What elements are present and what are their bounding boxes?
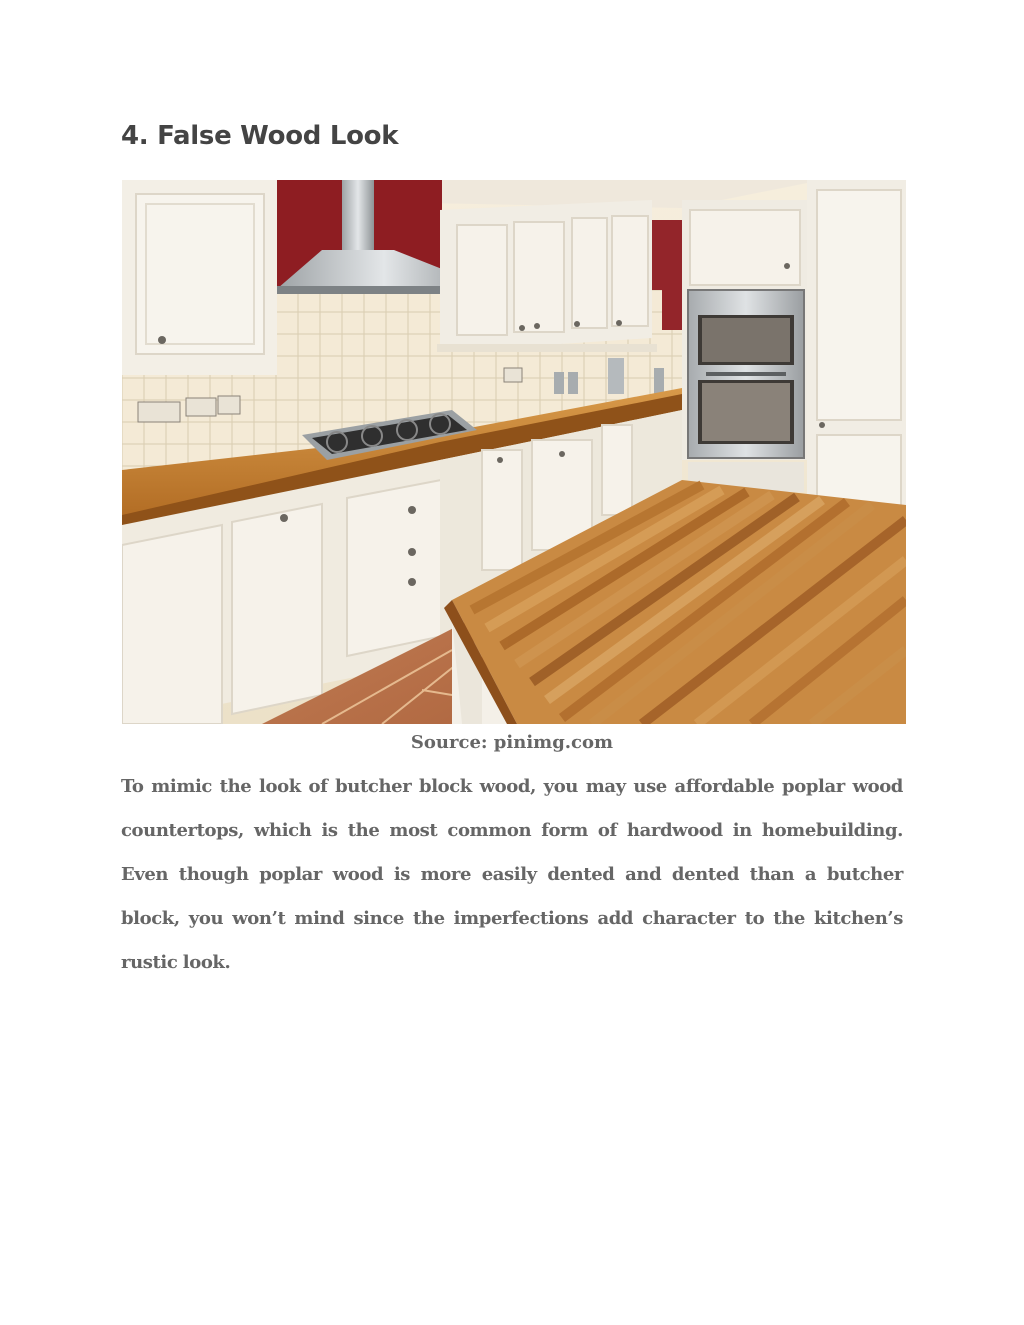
kitchen-photo-illustration: [122, 180, 906, 724]
kitchen-photo: [122, 180, 906, 724]
section-heading: 4. False Wood Look: [121, 121, 399, 151]
body-paragraph: To mimic the look of butcher block wood, you may use affordable poplar wood countertops, which is the most common form of hardwood in homebuilding. Even though poplar wood is more easily dented and dented than a butcher block, you won’t mind since the imperfections add character to the kitchen’s rustic look.: [121, 776, 903, 973]
image-caption: Source: pinimg.com: [410, 732, 614, 753]
